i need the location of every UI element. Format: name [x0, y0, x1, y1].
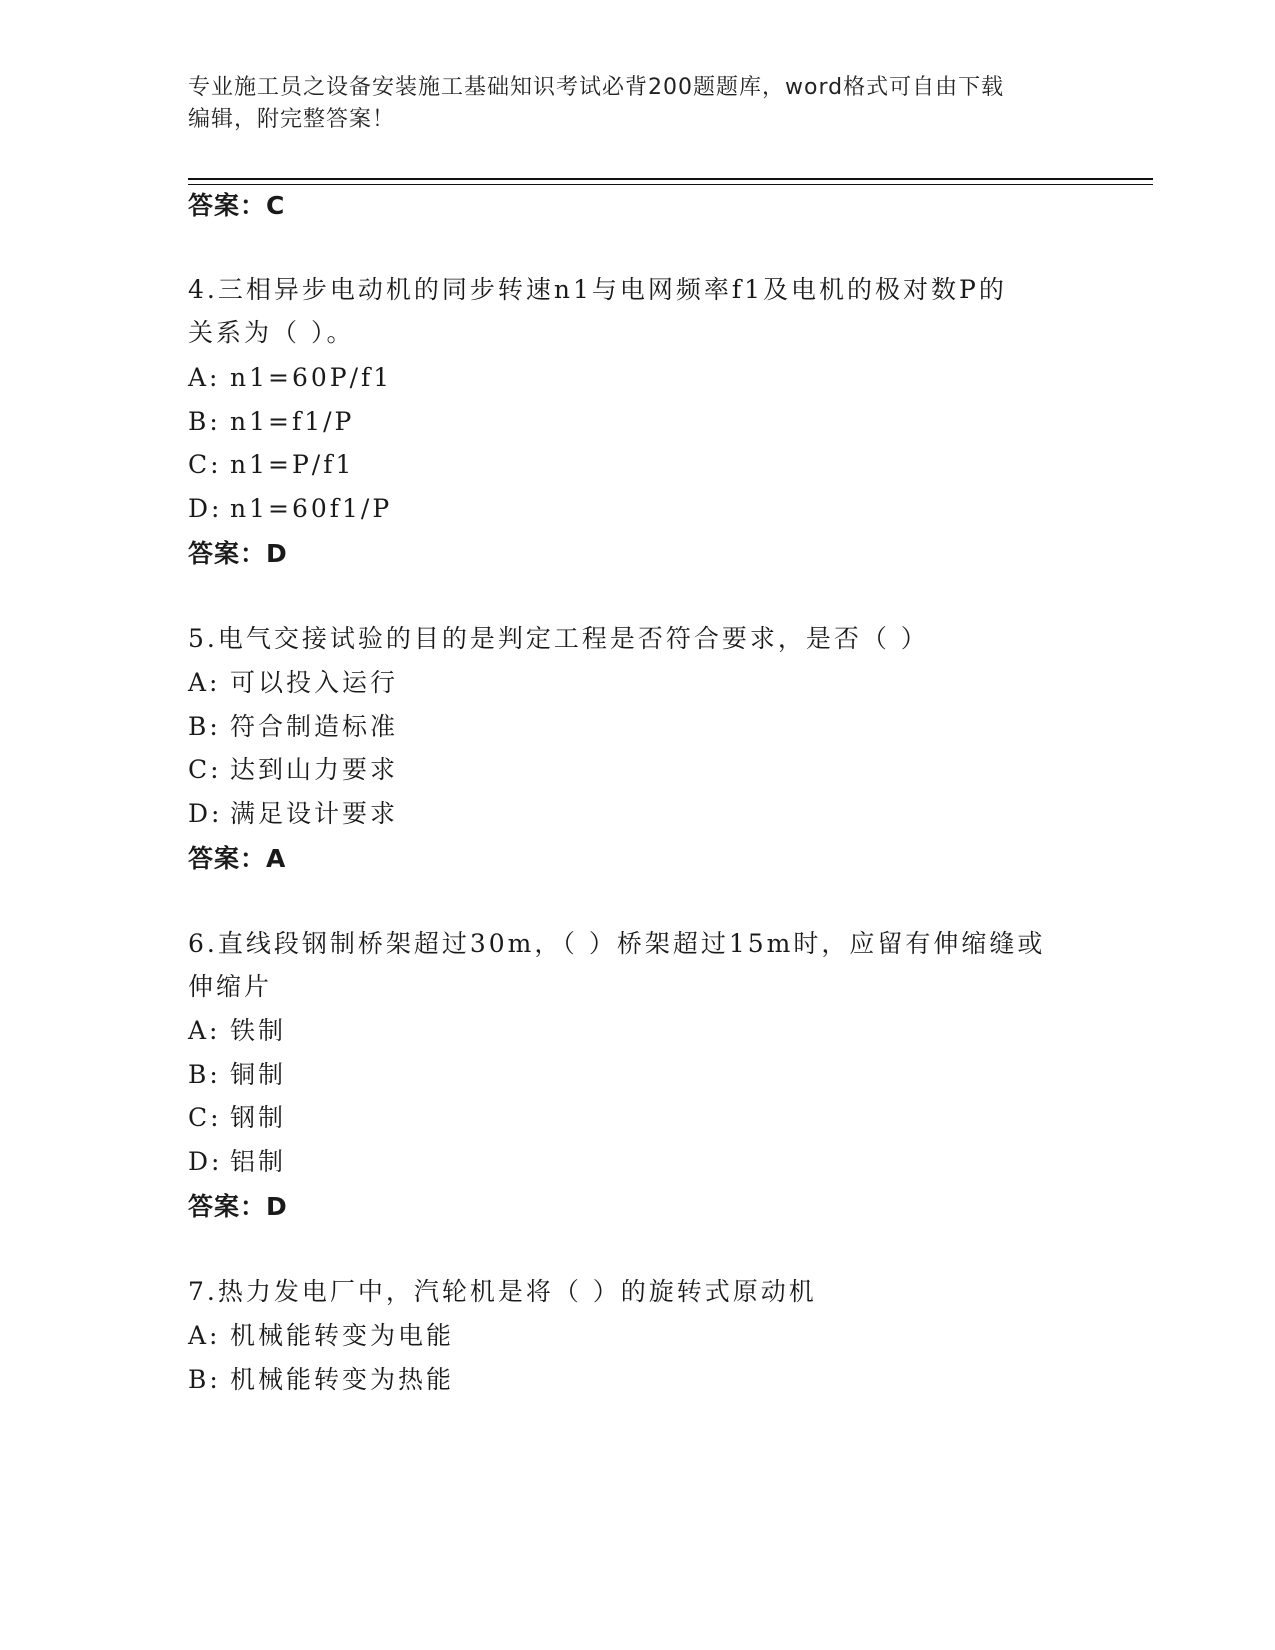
question-5-option-a — [188, 667, 398, 699]
question-4-answer: 答案：D — [188, 539, 288, 568]
question-6-option-b — [188, 1059, 286, 1091]
option-key: A: — [188, 668, 221, 697]
answer-line-prev: 答案：C — [188, 191, 286, 220]
question-6-option-d — [188, 1146, 286, 1178]
option-key: B: — [188, 712, 221, 741]
option-key: A: — [188, 1016, 221, 1045]
option-text: 可以投入运行 — [230, 668, 399, 697]
option-text: 铁制 — [230, 1016, 287, 1045]
option-text: 满足设计要求 — [230, 799, 399, 828]
question-5-option-b — [188, 711, 398, 743]
option-key: C: — [188, 755, 222, 784]
option-text: 铝制 — [230, 1147, 287, 1176]
question-4-option-a — [188, 362, 392, 394]
header-divider-thin — [188, 184, 1153, 185]
header-title-line1: 专业施工员之设备安装施工基础知识考试必背200题题库，word格式可自由下载 — [188, 75, 1005, 100]
option-key: D: — [188, 494, 223, 523]
question-4-stem-line2: 关系为（ ）。 — [188, 318, 355, 347]
option-text: n1=60f1/P — [230, 494, 393, 523]
option-text: n1=60P/f1 — [230, 363, 393, 392]
option-key: D: — [188, 1147, 223, 1176]
option-text: 机械能转变为热能 — [230, 1365, 455, 1394]
option-key: C: — [188, 450, 222, 479]
option-key: C: — [188, 1103, 222, 1132]
question-4-option-b — [188, 406, 354, 438]
question-5-stem-line1: 5.电气交接试验的目的是判定工程是否符合要求，是否（ ） — [188, 624, 929, 653]
question-7-option-a — [188, 1320, 454, 1352]
option-key: B: — [188, 1060, 221, 1089]
option-text: 机械能转变为电能 — [230, 1321, 455, 1350]
question-6-answer: 答案：D — [188, 1192, 288, 1221]
option-text: 符合制造标准 — [230, 712, 399, 741]
option-text: n1=P/f1 — [230, 450, 355, 479]
option-key: B: — [188, 407, 221, 436]
option-key: D: — [188, 799, 223, 828]
document-header — [188, 72, 1068, 136]
question-4-option-c — [188, 449, 354, 481]
question-5-option-c — [188, 754, 398, 786]
question-5-option-d — [188, 798, 398, 830]
option-key: B: — [188, 1365, 221, 1394]
option-text: 达到山力要求 — [230, 755, 399, 784]
question-6-option-a — [188, 1015, 286, 1047]
question-5-answer: 答案：A — [188, 844, 287, 873]
option-key: A: — [188, 363, 221, 392]
option-text: 钢制 — [230, 1103, 287, 1132]
question-4-option-d — [188, 493, 392, 525]
question-6-stem-line1: 6.直线段钢制桥架超过30m，（ ）桥架超过15m时，应留有伸缩缝或 — [188, 929, 1046, 958]
header-title-line2: 编辑，附完整答案！ — [188, 107, 396, 132]
option-text: 铜制 — [230, 1060, 287, 1089]
question-4-stem-line1: 4.三相异步电动机的同步转速n1与电网频率f1及电机的极对数P的 — [188, 275, 1007, 304]
question-6-stem-line2: 伸缩片 — [188, 972, 273, 1001]
header-divider-thick — [188, 178, 1153, 180]
option-key: A: — [188, 1321, 221, 1350]
question-7-option-b — [188, 1364, 454, 1396]
question-7-stem-line1: 7.热力发电厂中，汽轮机是将（ ）的旋转式原动机 — [188, 1277, 817, 1306]
question-6-option-c — [188, 1102, 286, 1134]
option-text: n1=f1/P — [230, 407, 355, 436]
